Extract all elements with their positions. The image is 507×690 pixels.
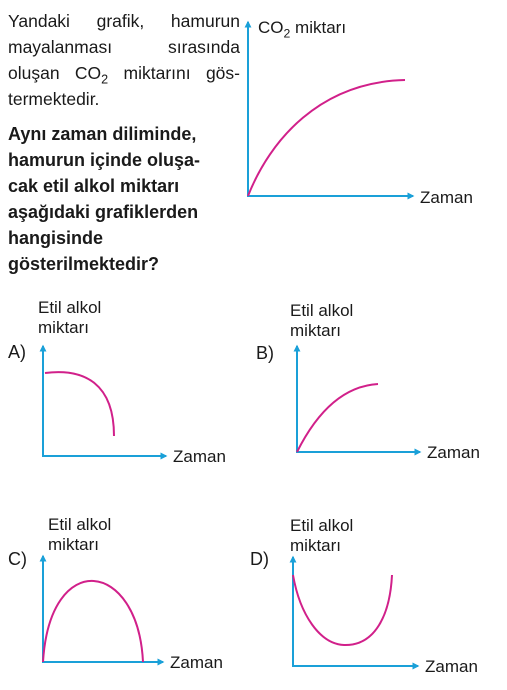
main-graph-axes (248, 22, 413, 196)
main-graph-xlabel: Zaman (420, 188, 473, 207)
option-b-axes (297, 346, 420, 452)
question-line-2: hamurun içinde oluşa- (8, 150, 201, 170)
main-graph-ylabel-pre: CO (258, 18, 284, 37)
main-graph-curve (248, 80, 405, 196)
option-c-ylabel-line1: Etil alkol (48, 515, 112, 534)
intro-line-3-sub: 2 (101, 72, 109, 87)
option-c-curve (43, 581, 143, 662)
option-b-xlabel: Zaman (427, 443, 480, 462)
option-b-ylabel-line2: miktarı (290, 321, 341, 340)
question-line-1: Aynı zaman diliminde, (8, 124, 197, 144)
option-b-graph (297, 346, 420, 452)
option-c-letter[interactable]: C) (8, 549, 27, 569)
option-a-xlabel: Zaman (173, 447, 226, 466)
intro-line-1: Yandaki grafik, hamurun (8, 11, 240, 31)
option-d-axes (293, 557, 418, 666)
intro-line-3-pre: oluşan CO (8, 63, 102, 83)
option-d-ylabel-line2: miktarı (290, 536, 341, 555)
intro-line-2: mayalanması sırasında (8, 37, 240, 57)
main-graph-ylabel-sub: 2 (283, 26, 291, 41)
option-a-graph (43, 346, 166, 456)
option-c-axes (43, 556, 163, 662)
option-a-ylabel-line1: Etil alkol (38, 298, 102, 317)
option-b-letter[interactable]: B) (256, 343, 274, 363)
option-d-graph (293, 557, 418, 666)
main-graph (248, 22, 413, 196)
question-line-3: cak etil alkol miktarı (8, 176, 180, 196)
option-d-curve (293, 575, 392, 645)
option-d-letter[interactable]: D) (250, 549, 269, 569)
option-a-curve (45, 372, 114, 436)
option-c-graph (43, 556, 163, 662)
question-line-5: hangisinde gösterilmektedir? (8, 228, 160, 274)
intro-line-4: termektedir. (8, 89, 100, 109)
option-a-letter[interactable]: A) (8, 342, 26, 362)
intro-line-3-post: miktarını gös- (108, 63, 240, 83)
option-c-xlabel: Zaman (170, 653, 223, 672)
option-d-ylabel-line1: Etil alkol (290, 516, 354, 535)
option-c-ylabel-line2: miktarı (48, 535, 99, 554)
option-a-axes (43, 346, 166, 456)
main-graph-ylabel-post: miktarı (290, 18, 347, 37)
option-a-ylabel-line2: miktarı (38, 318, 89, 337)
option-b-ylabel-line1: Etil alkol (290, 301, 354, 320)
option-d-xlabel: Zaman (425, 657, 478, 676)
question-line-4: aşağıdaki grafiklerden (8, 202, 199, 222)
option-b-curve (297, 384, 378, 452)
